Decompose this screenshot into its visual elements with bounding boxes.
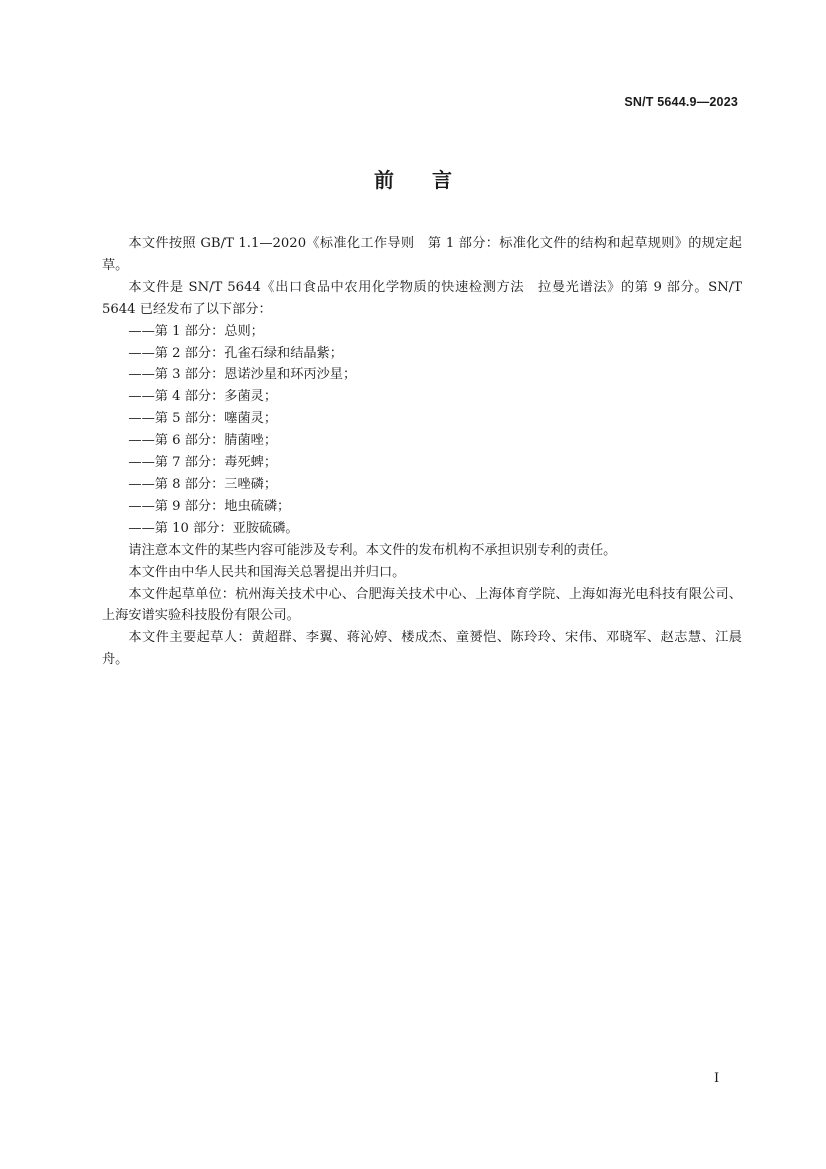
list-item: ——第 8 部分：三唑磷；: [128, 476, 278, 492]
paragraph-proposer: 本文件由中华人民共和国海关总署提出并归口。: [128, 564, 406, 580]
list-item: ——第 6 部分：腈菌唑；: [128, 433, 278, 449]
paragraph-drafters: 本文件主要起草人：黄超群、李翼、蒋沁婷、楼成杰、童赟恺、陈玲玲、宋伟、邓晓军、赵志慧、江晨舟。: [102, 630, 742, 668]
paragraph-patent-notice: 请注意本文件的某些内容可能涉及专利。本文件的发布机构不承担识别专利的责任。: [128, 542, 617, 558]
paragraph-drafting-basis: 本文件按照 GB/T 1.1—2020《标准化工作导则 第 1 部分：标准化文件的结构和起草规则》的规定起草。: [102, 236, 742, 273]
list-item: ——第 10 部分：亚胺硫磷。: [128, 520, 299, 536]
document-code: SN/T 5644.9—2023: [624, 95, 738, 109]
list-item: ——第 3 部分：恩诺沙星和环丙沙星；: [128, 367, 357, 383]
page-number: I: [714, 1071, 720, 1086]
list-item: ——第 9 部分：地虫硫磷；: [128, 498, 291, 514]
list-item: ——第 7 部分：毒死蜱；: [128, 455, 278, 471]
page-title: 前言: [374, 168, 490, 192]
paragraph-drafting-units: 本文件起草单位：杭州海关技术中心、合肥海关技术中心、上海体育学院、上海如海光电科技有限公司、上海安谱实验科技股份有限公司。: [102, 586, 742, 624]
list-item: ——第 4 部分：多菌灵；: [128, 389, 278, 405]
paragraph-series-intro: 本文件是 SN/T 5644《出口食品中农用化学物质的快速检测方法 拉曼光谱法》的第 9 部分。SN/T 5644 已经发布了以下部分：: [102, 279, 742, 317]
foreword-body: [102, 233, 742, 671]
list-item: ——第 1 部分：总则；: [128, 323, 264, 339]
list-item: ——第 5 部分：噻菌灵；: [128, 411, 278, 427]
list-item: ——第 2 部分：孔雀石绿和结晶紫；: [128, 345, 343, 361]
